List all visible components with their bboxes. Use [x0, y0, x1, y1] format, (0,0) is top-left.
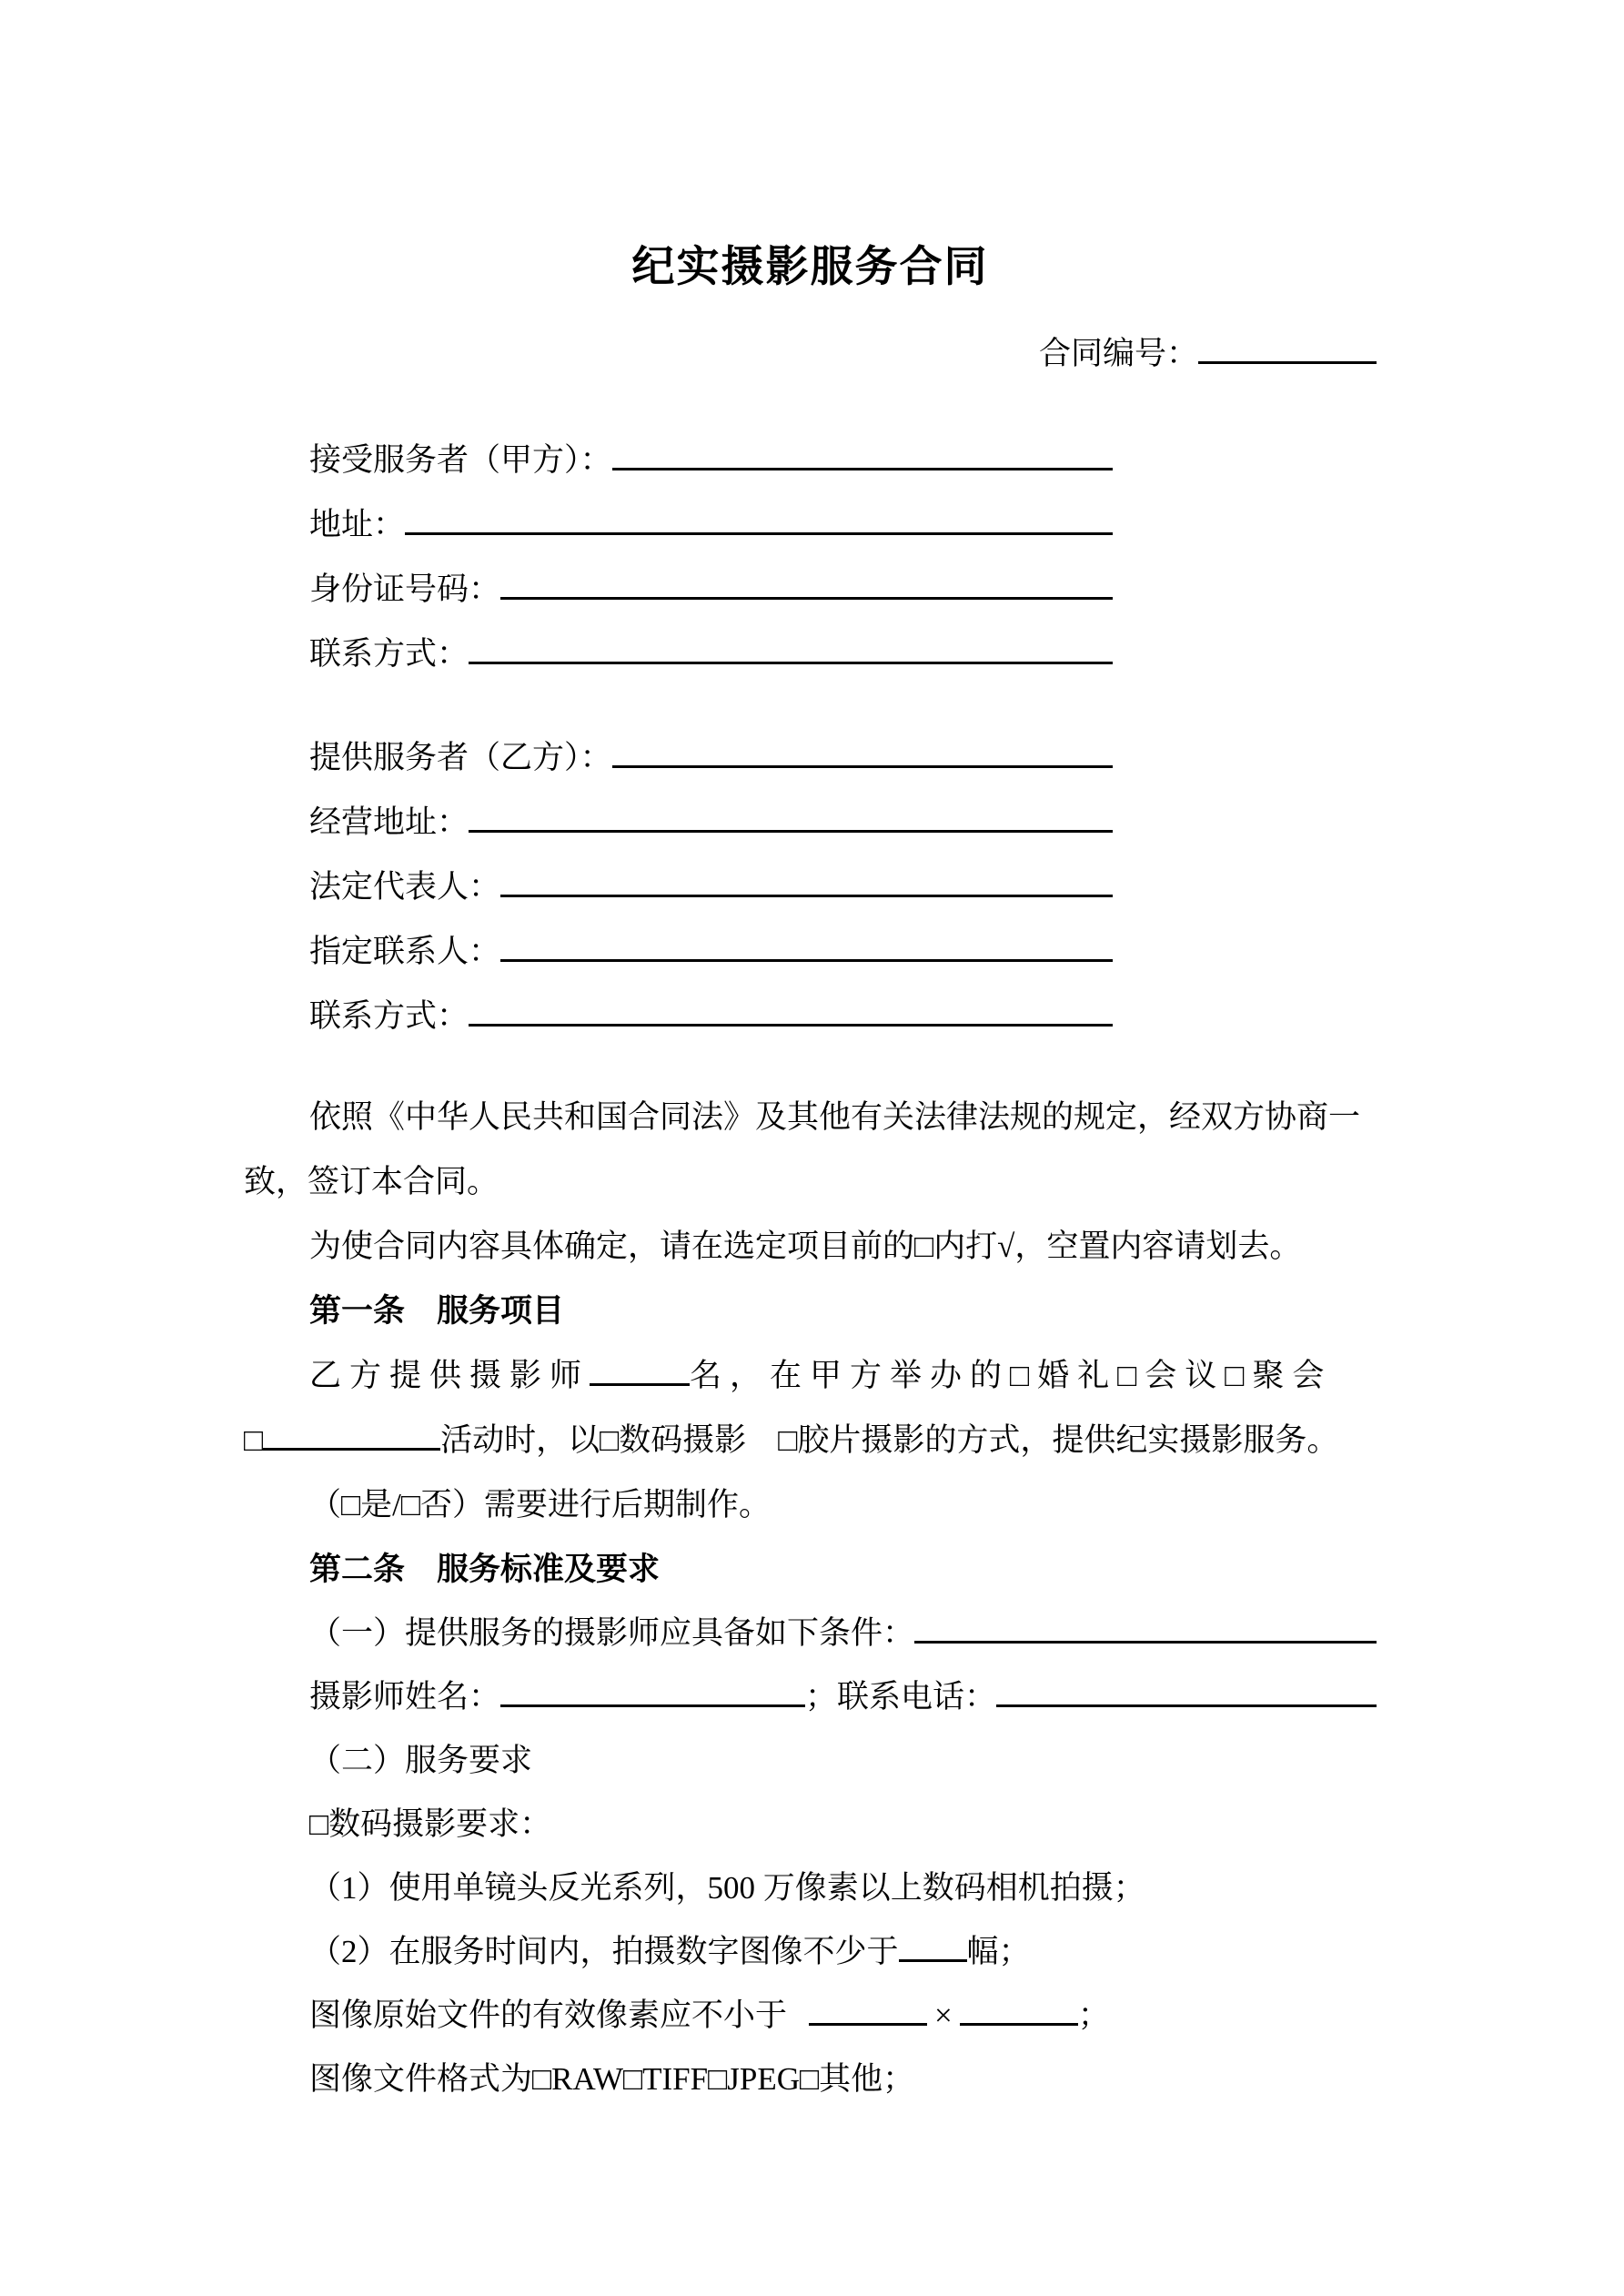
clause-1-heading: 第一条 服务项目	[309, 1293, 565, 1329]
field-blank	[500, 597, 1113, 600]
contract-number-label: 合同编号：	[1038, 336, 1198, 371]
clause-2	[244, 1537, 1377, 2111]
pixel-height-blank	[960, 2023, 1078, 2026]
party-a-fields	[244, 428, 1377, 686]
preamble-paragraph-2: 为使合同内容具体确定，请在选定项目前的□内打√，空置内容请划去。	[309, 1229, 1302, 1264]
requirement-1: （1）使用单镜头反光系列，500 万像素以上数码相机拍摄；	[309, 1870, 1145, 1906]
field-line-party-b-contact	[244, 984, 1113, 1048]
field-blank	[469, 1024, 1113, 1027]
field-label: 经营地址：	[309, 804, 469, 840]
field-label: 法定代表人：	[309, 869, 501, 905]
other-event-blank	[263, 1448, 440, 1451]
field-line-party-b-business-address	[244, 790, 1113, 855]
field-line-party-a-contact	[244, 622, 1113, 686]
field-label: 联系方式：	[309, 636, 469, 672]
field-blank	[500, 895, 1113, 897]
requirement-2-text-post: 幅；	[966, 1934, 1031, 1969]
photographer-name-label: 摄影师姓名：	[309, 1679, 501, 1714]
field-blank	[612, 765, 1113, 768]
field-line-party-a-id-number	[244, 557, 1113, 622]
photographer-name-blank	[500, 1704, 805, 1707]
requirement-2	[244, 1920, 1377, 1984]
phone-blank	[996, 1704, 1377, 1707]
pixel-requirement-line	[244, 1984, 1377, 2048]
clause-1-line-1-text-pre: 乙方提供摄影师	[309, 1358, 590, 1393]
document-title: 纪实摄影服务合同	[631, 244, 989, 291]
contract-number-line	[244, 321, 1377, 386]
requirement-2-text-pre: （2）在服务时间内，拍摄数字图像不少于	[309, 1934, 899, 1969]
pixel-requirement-punctuation: ；	[1077, 1998, 1110, 2033]
file-format-line: 图像文件格式为□RAW□TIFF□JPEG□其他；	[309, 2061, 915, 2097]
clause-1-line-1	[244, 1343, 1377, 1408]
field-blank	[469, 830, 1113, 833]
clause-1	[244, 1279, 1377, 1537]
field-blank	[500, 959, 1113, 962]
conditions-blank	[914, 1641, 1377, 1644]
pixel-width-blank	[809, 2023, 927, 2026]
field-label: 指定联系人：	[309, 934, 501, 969]
clause-2-item-2-label: （二）服务要求	[309, 1743, 533, 1778]
photographer-count-blank	[590, 1383, 690, 1386]
other-event-checkbox: □	[244, 1422, 264, 1458]
field-line-party-b-name	[244, 725, 1113, 790]
clause-1-line-3: （□是/□否）需要进行后期制作。	[309, 1487, 772, 1522]
clause-1-line-2-text: 活动时，以□数码摄影 □胶片摄影的方式，提供纪实摄影服务。	[440, 1422, 1339, 1458]
pixel-requirement-text: 图像原始文件的有效像素应不小于	[309, 1998, 788, 2033]
field-label: 联系方式：	[309, 998, 469, 1034]
digital-photography-requirements-label: □数码摄影要求：	[309, 1806, 552, 1842]
field-line-party-b-legal-representative	[244, 855, 1113, 919]
contract-number-blank	[1198, 361, 1377, 364]
field-blank	[469, 662, 1113, 664]
photographer-info-line	[244, 1665, 1377, 1729]
field-label: 接受服务者（甲方）：	[309, 442, 612, 478]
phone-label: ；联系电话：	[805, 1679, 997, 1714]
clause-2-item-1-line	[244, 1602, 1377, 1665]
preamble	[244, 1085, 1377, 1279]
field-blank	[612, 468, 1113, 470]
field-line-party-b-designated-contact	[244, 919, 1113, 984]
field-line-party-a-address	[244, 492, 1113, 557]
clause-2-heading: 第二条 服务标准及要求	[309, 1552, 661, 1587]
field-label: 地址：	[309, 507, 406, 542]
clause-1-line-2	[244, 1408, 1377, 1472]
field-label: 提供服务者（乙方）：	[309, 740, 612, 775]
clause-2-item-1-label: （一）提供服务的摄影师应具备如下条件：	[309, 1615, 915, 1651]
image-count-blank	[899, 1959, 967, 1962]
clause-2-body	[244, 1602, 1377, 2111]
preamble-paragraph-1-line-2: 致，签订本合同。	[244, 1164, 499, 1199]
preamble-paragraph-1-line-1: 依照《中华人民共和国合同法》及其他有关法律法规的规定，经双方协商一	[309, 1099, 1361, 1135]
field-line-party-a-name	[244, 428, 1113, 492]
clause-1-line-1-text-post: 名，在甲方举办的□婚礼□会议□聚会	[690, 1358, 1333, 1393]
multiplication-sign: ×	[934, 1998, 953, 2033]
field-blank	[405, 532, 1113, 535]
field-label: 身份证号码：	[309, 571, 501, 607]
document-content	[244, 236, 1377, 2111]
party-b-fields	[244, 725, 1377, 1048]
